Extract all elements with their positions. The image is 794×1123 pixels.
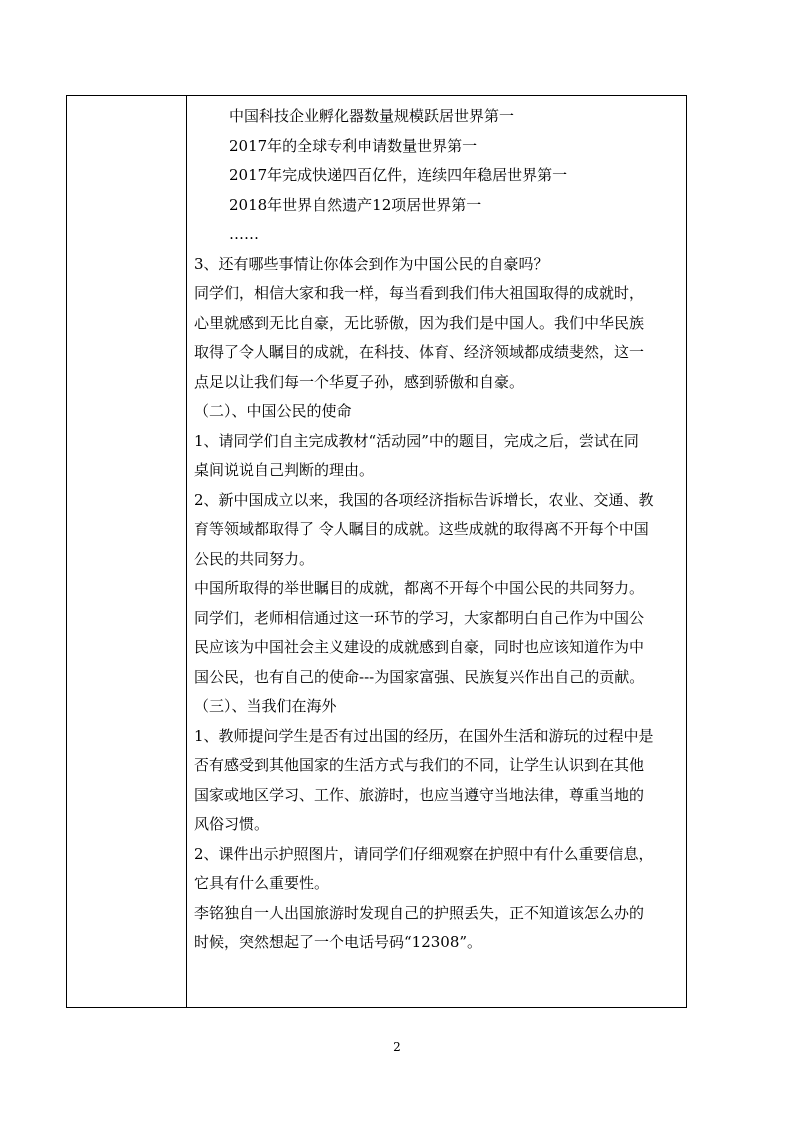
paragraph-line: 国家或地区学习、工作、旅游时，也应当遵守当地法律，尊重当地的 — [194, 785, 645, 804]
paragraph-line: 李铭独自一人出国旅游时发现自己的护照丢失，正不知道该怎么办的 — [194, 903, 645, 922]
paragraph-line: 否有感受到其他国家的生活方式与我们的不同，让学生认识到在其他 — [194, 756, 645, 774]
paragraph-line: 同学们，老师相信通过这一环节的学习，大家都明白自己作为中国公 — [194, 608, 645, 627]
paragraph-line: 2、新中国成立以来，我国的各项经济指标告诉增长，农业、交通、教 — [194, 490, 654, 509]
paragraph-line: 风俗习惯。 — [194, 815, 270, 833]
table-left-cell — [67, 96, 187, 1007]
paragraph-line: 1、请同学们自主完成教材“活动园”中的题目，完成之后，尝试在同 — [194, 431, 639, 450]
achievement-line: 2017年完成快递四百亿件，连续四年稳居世界第一 — [229, 166, 568, 184]
question-3: 3、还有哪些事情让你体会到作为中国公民的自豪吗？ — [194, 254, 549, 273]
achievement-ellipsis: …… — [229, 225, 259, 243]
paragraph-line: 桌间说说自己判断的理由。 — [194, 461, 375, 479]
page-number: 2 — [393, 1040, 401, 1054]
paragraph-line: 1、教师提问学生是否有过出国的经历，在国外生活和游玩的过程中是 — [194, 726, 654, 745]
paragraph-line: 国公民，也有自己的使命---为国家富强、民族复兴作出自己的贡献。 — [194, 667, 645, 686]
achievement-line: 中国科技企业孵化器数量规模跃居世界第一 — [229, 107, 515, 125]
paragraph-line: 中国所取得的举世瞩目的成就，都离不开每个中国公民的共同努力。 — [194, 579, 645, 597]
paragraph-line: 同学们，相信大家和我一样，每当看到我们伟大祖国取得的成就时， — [194, 284, 645, 302]
paragraph-line: 时候，突然想起了一个电话号码“12308”。 — [194, 933, 483, 951]
paragraph-line: 育等领域都取得了 令人瞩目的成就。这些成就的取得离不开每个中国 — [194, 520, 649, 538]
table-content-cell — [187, 96, 686, 1007]
paragraph-line: 取得了令人瞩目的成就，在科技、体育、经济领域都成绩斐然，这一 — [194, 343, 645, 361]
paragraph-line: 2、课件出示护照图片，请同学们仔细观察在护照中有什么重要信息， — [194, 844, 654, 863]
paragraph-line: 点足以让我们每一个华夏子孙，感到骄傲和自豪。 — [194, 372, 525, 391]
achievement-line: 2018年世界自然遗产12项居世界第一 — [229, 195, 482, 214]
paragraph-line: 心里就感到无比自豪，无比骄傲，因为我们是中国人。我们中华民族 — [194, 313, 645, 332]
section-heading-3: （三）、当我们在海外 — [194, 697, 337, 715]
paragraph-line: 它具有什么重要性。 — [194, 874, 330, 892]
section-heading-2: （二）、中国公民的使命 — [194, 402, 352, 420]
lesson-table — [66, 95, 687, 1008]
achievement-line: 2017年的全球专利申请数量世界第一 — [229, 136, 478, 155]
paragraph-line: 公民的共同努力。 — [194, 549, 315, 568]
paragraph-line: 民应该为中国社会主义建设的成就感到自豪，同时也应该知道作为中 — [194, 638, 645, 656]
